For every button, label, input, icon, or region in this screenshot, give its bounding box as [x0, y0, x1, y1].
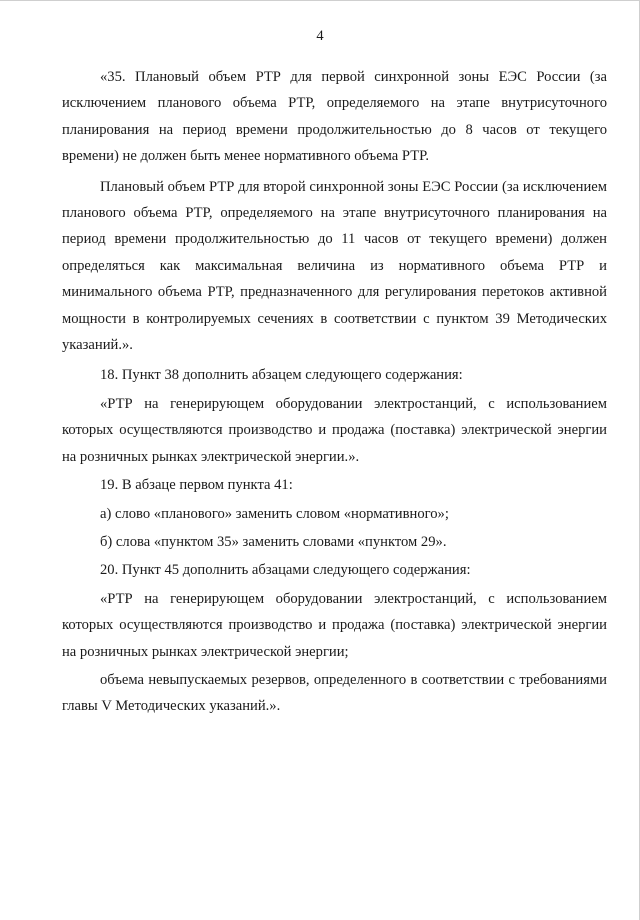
paragraph-item-20: 20. Пункт 45 дополнить абзацами следующего содержания:	[100, 562, 471, 579]
paragraph-item-18-text: «РТР на генерирующем оборудовании электростанций, с использованием которых осуществляются производство и продажа (поставка) электрической энергии на розничных рынках электрической энергии.».	[62, 395, 607, 465]
paragraph-35-first-zone: «35. Плановый объем РТР для первой синхронной зоны ЕЭС России (за исключением планового объема РТР, определяемого на этапе внутрисуточного планирования на период времени продолжительностью до 8 часов от текущего времени) не должен быть менее нормативного объема РТР.	[62, 69, 607, 165]
paragraph-item-19-a: а) слово «планового» заменить словом «нормативного»;	[100, 505, 449, 522]
paragraph-item-20-text-1: «РТР на генерирующем оборудовании электростанций, с использованием которых осуществляются производство и продажа (поставка) электрической энергии на розничных рынках электрической энергии;	[62, 590, 607, 660]
paragraph-item-20-text-2: объема невыпускаемых резервов, определенного в соответствии с требованиями главы V Методических указаний.».	[62, 671, 607, 715]
paragraph-item-18: 18. Пункт 38 дополнить абзацем следующего содержания:	[100, 367, 463, 384]
paragraph-35-second-zone: Плановый объем РТР для второй синхронной зоны ЕЭС России (за исключением планового объема РТР, определяемого на этапе внутрисуточного планирования на период времени продолжительностью до 11 часов от текущего времени) должен определяться как максимальная величина из нормативного объема РТР и минимального объема РТР, предназначенного для регулирования перетоков активной мощности в контролируемых сечениях в соответствии с пунктом 39 Методических указаний.».	[62, 178, 607, 354]
page-number: 4	[316, 28, 324, 44]
document-body	[62, 64, 607, 720]
paragraph-item-19: 19. В абзаце первом пункта 41:	[100, 477, 293, 494]
paragraph-item-19-b: б) слова «пунктом 35» заменить словами «пунктом 29».	[100, 533, 447, 550]
